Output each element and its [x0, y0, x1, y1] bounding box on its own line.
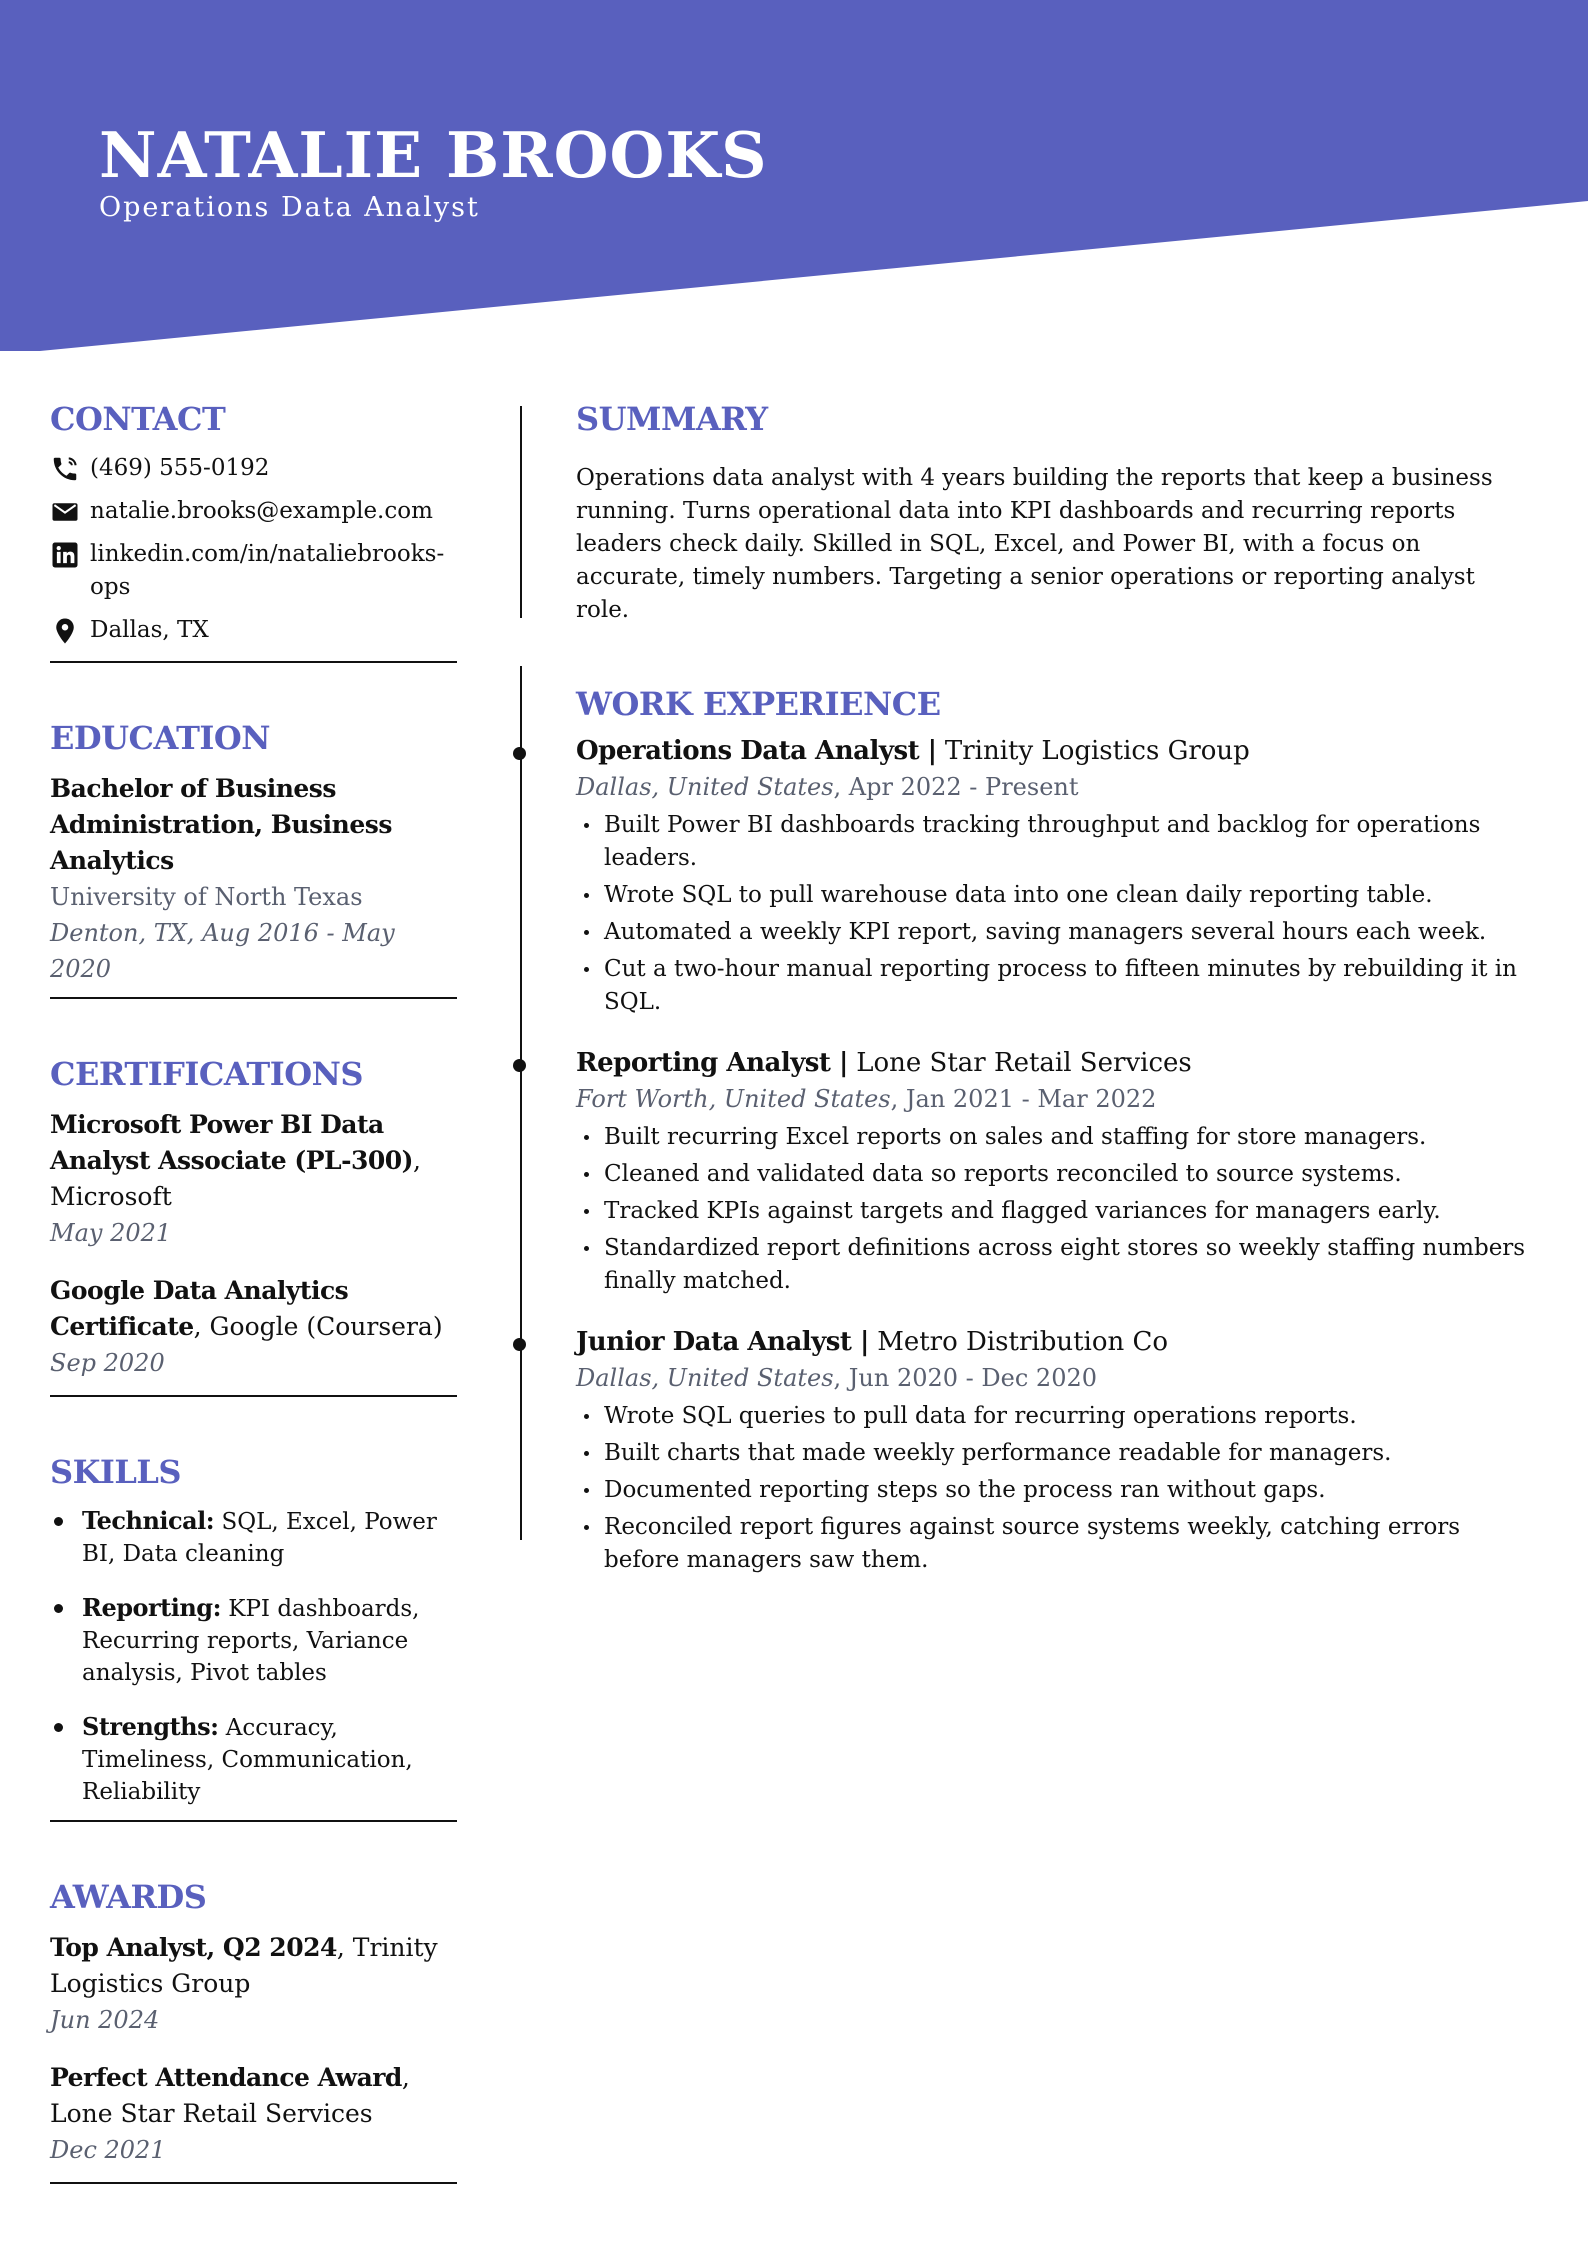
- job-bullets: [576, 1400, 1526, 1577]
- bullet-dot: [54, 1517, 63, 1526]
- certification-title: Microsoft Power BI Data Analyst Associate (PL-300): [50, 1110, 414, 1175]
- job-title: Operations Data Analyst |: [576, 736, 937, 766]
- job-entry: [576, 1324, 1526, 1577]
- job-bullets: [576, 1121, 1526, 1298]
- section-divider: [50, 661, 457, 663]
- certification-item: [50, 1273, 457, 1381]
- job-entry: [576, 1045, 1526, 1298]
- bullet-text: Reconciled report figures against source systems weekly, catching errors before managers saw them.: [604, 1514, 1461, 1573]
- timeline-dot: [513, 1338, 526, 1351]
- summary-title: SUMMARY: [576, 400, 768, 438]
- job-title: Junior Data Analyst |: [576, 1327, 869, 1357]
- skill-item: [50, 1711, 457, 1808]
- bullet-dot: [584, 967, 589, 972]
- skill-category: Technical:: [82, 1506, 215, 1535]
- bullet-text: Standardized report definitions across eight stores so weekly staffing numbers finally matched.: [604, 1235, 1526, 1294]
- certification-name: [50, 1107, 457, 1215]
- certification-title: Google Data Analytics Certificate: [50, 1276, 349, 1341]
- job-bullet: [576, 1511, 1526, 1577]
- email-icon: [50, 497, 80, 527]
- phone-icon: [50, 454, 80, 484]
- job-meta: [576, 1081, 1526, 1117]
- job-dates: , Jun 2020 - Dec 2020: [833, 1364, 1098, 1392]
- linkedin-icon: [50, 540, 80, 570]
- award-date: Dec 2021: [50, 2136, 166, 2164]
- award-org: , Lone Star Retail Services: [50, 2063, 410, 2128]
- bullet-text: Wrote SQL queries to pull data for recurring operations reports.: [604, 1403, 1357, 1429]
- experience-title: WORK EXPERIENCE: [576, 685, 941, 723]
- timeline-dot: [513, 1059, 526, 1072]
- summary-section: [576, 400, 1526, 627]
- contact-title: CONTACT: [50, 400, 226, 438]
- bullet-dot: [584, 1209, 589, 1214]
- location-text: Dallas, TX: [90, 617, 209, 643]
- job-bullet: [576, 1158, 1526, 1191]
- bullet-text: Documented reporting steps so the process ran without gaps.: [604, 1477, 1326, 1503]
- bullet-dot: [54, 1723, 63, 1732]
- job-company: Metro Distribution Co: [868, 1327, 1169, 1357]
- section-divider: [50, 1395, 457, 1397]
- job-bullet: [576, 1400, 1526, 1433]
- job-bullets: [576, 809, 1526, 1019]
- bullet-dot: [584, 1488, 589, 1493]
- bullet-dot: [584, 1414, 589, 1419]
- award-title: Top Analyst, Q2 2024: [50, 1933, 337, 1962]
- bullet-text: Cut a two-hour manual reporting process to fifteen minutes by rebuilding it in SQL.: [604, 956, 1517, 1015]
- awards-title: AWARDS: [50, 1878, 207, 1916]
- skill-item: [50, 1592, 457, 1689]
- school-name: University of North Texas: [50, 883, 363, 911]
- skills-section: [50, 1453, 457, 1822]
- email-text[interactable]: natalie.brooks@example.com: [90, 498, 433, 524]
- bullet-text: Wrote SQL to pull warehouse data into one clean daily reporting table.: [604, 882, 1433, 908]
- linkedin-text[interactable]: linkedin.com/in/nataliebrooks-ops: [90, 541, 445, 600]
- section-divider: [50, 2182, 457, 2184]
- bullet-text: Tracked KPIs against targets and flagged variances for managers early.: [604, 1198, 1441, 1224]
- job-location: Fort Worth, United States: [576, 1085, 891, 1113]
- education-meta: Denton, TX, Aug 2016 - May 2020: [50, 919, 395, 983]
- award-title: Perfect Attendance Award: [50, 2063, 402, 2092]
- skill-values: KPI dashboards, Recurring reports, Variance analysis, Pivot tables: [82, 1596, 420, 1686]
- bullet-dot: [584, 930, 589, 935]
- job-heading: [576, 1045, 1526, 1081]
- job-bullet: [576, 1195, 1526, 1228]
- contact-email: [50, 495, 457, 528]
- certification-issuer: , Microsoft: [50, 1146, 421, 1211]
- timeline-vertical-rule: [520, 666, 522, 1540]
- job-company: Lone Star Retail Services: [847, 1048, 1192, 1078]
- section-divider: [50, 997, 457, 999]
- degree-name: Bachelor of Business Administration, Business Analytics: [50, 774, 392, 875]
- bullet-dot: [584, 1451, 589, 1456]
- contact-linkedin: [50, 538, 457, 604]
- bullet-dot: [584, 893, 589, 898]
- job-entry: [576, 733, 1526, 1019]
- left-column: [50, 400, 457, 2184]
- job-bullet: [576, 879, 1526, 912]
- bullet-dot: [584, 823, 589, 828]
- timeline-dot: [513, 747, 526, 760]
- job-heading: [576, 733, 1526, 769]
- certification-item: [50, 1107, 457, 1251]
- education-title: EDUCATION: [50, 719, 270, 757]
- summary-text: Operations data analyst with 4 years building the reports that keep a business running. Turns operational data into KPI dashboards and recurring reports leaders check daily. Skilled in SQL, Excel, and Power BI, with a focus on accurate, timely numbers. Targeting a senior operations or reporting analyst role.: [576, 465, 1493, 623]
- bullet-dot: [584, 1246, 589, 1251]
- certification-name: [50, 1273, 457, 1345]
- bullet-dot: [584, 1135, 589, 1140]
- job-meta: [576, 769, 1526, 805]
- job-location: Dallas, United States: [576, 773, 834, 801]
- summary-vertical-rule: [520, 406, 522, 618]
- location-pin-icon: [50, 616, 80, 646]
- certifications-section: [50, 1055, 457, 1397]
- candidate-role: Operations Data Analyst: [99, 192, 480, 223]
- header-banner: [0, 0, 1588, 360]
- bullet-text: Built Power BI dashboards tracking throughput and backlog for operations leaders.: [604, 812, 1481, 871]
- bullet-text: Cleaned and validated data so reports reconciled to source systems.: [604, 1161, 1402, 1187]
- job-company: Trinity Logistics Group: [936, 736, 1250, 766]
- bullet-text: Built recurring Excel reports on sales and staffing for store managers.: [604, 1124, 1427, 1150]
- experience-section: [576, 685, 1526, 1577]
- job-meta: [576, 1360, 1526, 1396]
- job-bullet: [576, 1437, 1526, 1470]
- bullet-dot: [584, 1172, 589, 1177]
- phone-text[interactable]: (469) 555-0192: [90, 455, 270, 481]
- bullet-text: Automated a weekly KPI report, saving managers several hours each week.: [604, 919, 1487, 945]
- award-item: [50, 1930, 457, 2038]
- award-name: [50, 1930, 457, 2002]
- job-heading: [576, 1324, 1526, 1360]
- skills-list: [50, 1505, 457, 1808]
- skill-category: Reporting:: [82, 1593, 221, 1622]
- certification-issuer: , Google (Coursera): [193, 1312, 443, 1341]
- candidate-name: NATALIE BROOKS: [99, 118, 768, 192]
- contact-section: [50, 400, 457, 663]
- bullet-dot: [54, 1604, 63, 1613]
- job-dates: , Jan 2021 - Mar 2022: [890, 1085, 1157, 1113]
- job-bullet: [576, 953, 1526, 1019]
- skills-title: SKILLS: [50, 1453, 181, 1491]
- award-item: [50, 2060, 457, 2168]
- contact-location: [50, 614, 457, 647]
- job-bullet: [576, 1474, 1526, 1507]
- skill-values: SQL, Excel, Power BI, Data cleaning: [82, 1509, 437, 1567]
- awards-section: [50, 1878, 457, 2184]
- job-dates: , Apr 2022 - Present: [833, 773, 1079, 801]
- contact-phone: [50, 452, 457, 485]
- education-section: [50, 719, 457, 999]
- skill-item: [50, 1505, 457, 1570]
- job-bullet: [576, 809, 1526, 875]
- skill-values: Accuracy, Timeliness, Communication, Reliability: [82, 1715, 413, 1805]
- skill-category: Strengths:: [82, 1712, 219, 1741]
- job-title: Reporting Analyst |: [576, 1048, 848, 1078]
- job-bullet: [576, 916, 1526, 949]
- certifications-title: CERTIFICATIONS: [50, 1055, 363, 1093]
- certification-date: May 2021: [50, 1219, 172, 1247]
- section-divider: [50, 1820, 457, 1822]
- award-org: , Trinity Logistics Group: [50, 1933, 438, 1998]
- award-name: [50, 2060, 457, 2132]
- certification-date: Sep 2020: [50, 1349, 165, 1377]
- job-location: Dallas, United States: [576, 1364, 834, 1392]
- job-bullet: [576, 1121, 1526, 1154]
- bullet-text: Built charts that made weekly performance readable for managers.: [604, 1440, 1392, 1466]
- right-column: [576, 400, 1526, 1603]
- award-date: Jun 2024: [50, 2006, 160, 2034]
- job-bullet: [576, 1232, 1526, 1298]
- bullet-dot: [584, 1525, 589, 1530]
